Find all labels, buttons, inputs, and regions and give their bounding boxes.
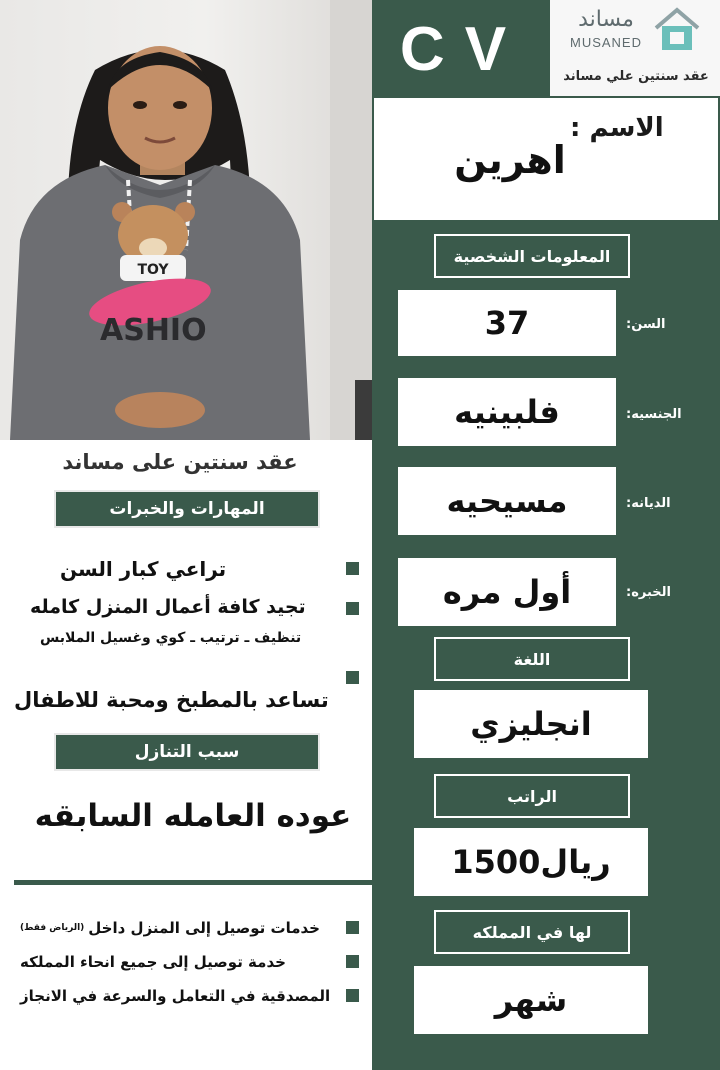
skill-item: تساعد بالمطبخ ومحبة للاطفال	[14, 688, 329, 712]
service-item-text: خدمات توصيل إلى المنزل داخل	[88, 919, 320, 937]
personal-info-heading-text: المعلومات الشخصية	[453, 246, 611, 266]
experience-value: أول مره	[442, 573, 572, 611]
musaned-logo-mark-icon	[652, 6, 702, 52]
experience-value-box	[398, 558, 616, 626]
cv-title: CV	[399, 15, 527, 84]
square-bullet-icon	[346, 562, 359, 575]
experience-label: الخبره:	[626, 584, 671, 600]
square-bullet-icon	[346, 671, 359, 684]
age-value-box	[398, 290, 616, 356]
language-value: انجليزي	[470, 705, 592, 743]
skills-heading	[54, 490, 320, 528]
name-value: اهرين	[454, 138, 566, 182]
salary-value-box	[414, 828, 648, 896]
svg-text:ASHIO: ASHIO	[100, 313, 207, 348]
nationality-value: فلبينيه	[454, 393, 560, 431]
square-bullet-icon	[346, 955, 359, 968]
age-value: 37	[484, 304, 530, 342]
personal-info-heading	[434, 234, 630, 278]
salary-value: 1500ريال	[451, 843, 611, 881]
religion-value-box	[398, 467, 616, 535]
service-item	[20, 982, 338, 1010]
person-illustration	[0, 0, 372, 440]
skills-heading-text: المهارات والخبرات	[109, 499, 265, 519]
logo-arabic-text: مساند	[578, 6, 634, 32]
in-kingdom-heading	[434, 910, 630, 954]
skill-item: تجيد كافة أعمال المنزل كامله	[30, 596, 306, 618]
service-item	[20, 948, 338, 976]
square-bullet-icon	[346, 921, 359, 934]
language-heading	[434, 637, 630, 681]
name-label: الاسم :	[570, 113, 664, 143]
language-heading-text: اللغة	[513, 649, 551, 669]
square-bullet-icon	[346, 989, 359, 1002]
service-item-text: المصدقية في التعامل والسرعة في الانجاز	[20, 987, 331, 1005]
logo-tagline: عقد سنتين علي مساند	[563, 68, 709, 84]
in-kingdom-heading-text: لها في المملكه	[472, 922, 592, 942]
service-item	[20, 914, 338, 942]
svg-text:TOY: TOY	[137, 262, 169, 278]
skill-item: تراعي كبار السن	[60, 557, 227, 581]
nationality-label: الجنسيه:	[626, 406, 682, 422]
release-reason-heading	[54, 733, 320, 771]
age-label: السن:	[626, 316, 666, 332]
nationality-value-box	[398, 378, 616, 446]
section-divider	[14, 880, 374, 885]
contract-note: عقد سنتين على مساند	[62, 450, 298, 474]
square-bullet-icon	[346, 602, 359, 615]
logo-english-text: MUSANED	[569, 34, 642, 50]
language-value-box	[414, 690, 648, 758]
skill-item-detail: تنظيف ـ ترتيب ـ كوي وغسيل الملابس	[40, 630, 302, 646]
religion-label: الديانه:	[626, 495, 671, 511]
in-kingdom-value: شهر	[494, 981, 568, 1019]
service-item-note: (الرياض فقط)	[20, 923, 85, 933]
salary-heading	[434, 774, 630, 818]
service-item-text: خدمة توصيل إلى جميع انحاء المملكه	[20, 953, 286, 971]
salary-heading-text: الراتب	[507, 786, 557, 806]
in-kingdom-value-box	[414, 966, 648, 1034]
release-reason-heading-text: سبب التنازل	[134, 742, 240, 762]
candidate-photo	[0, 0, 372, 440]
religion-value: مسيحيه	[446, 482, 568, 520]
release-reason-value: عوده العامله السابقه	[34, 798, 352, 834]
